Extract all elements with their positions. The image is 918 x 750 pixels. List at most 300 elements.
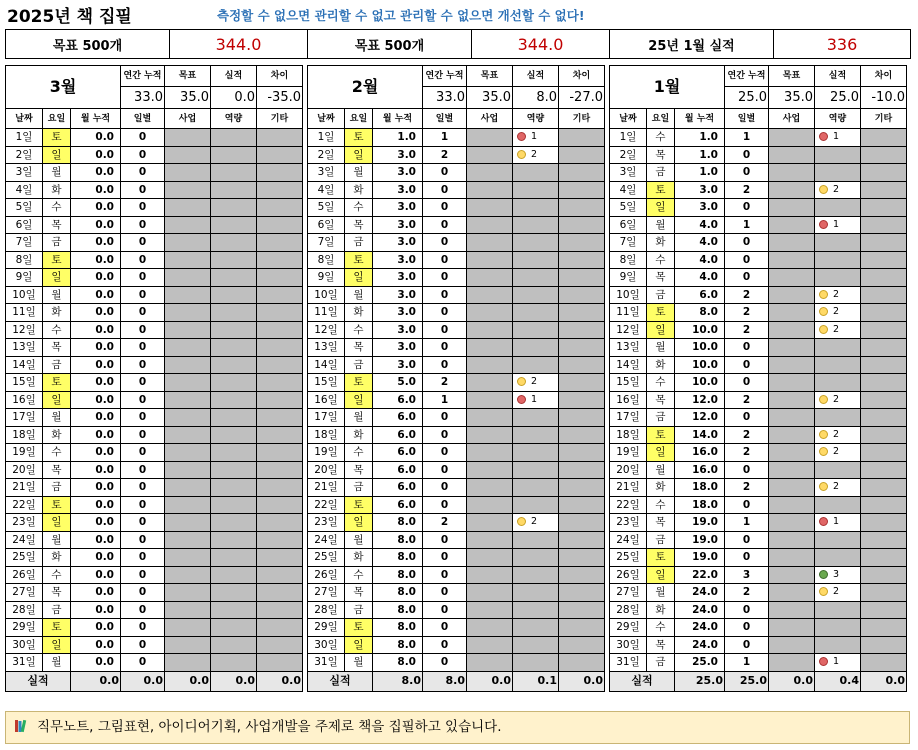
day-other [861, 496, 907, 514]
summary-bar [5, 29, 911, 59]
day-business [769, 444, 815, 462]
day-date: 25일 [610, 549, 647, 567]
day-other [861, 146, 907, 164]
day-daily-count: 0 [121, 356, 165, 374]
day-other [257, 531, 303, 549]
day-row [610, 199, 907, 217]
day-business [165, 601, 211, 619]
day-monthly-cumulative: 4.0 [675, 234, 725, 252]
day-competency [513, 146, 559, 164]
day-other [559, 374, 605, 392]
day-competency [211, 584, 257, 602]
day-monthly-cumulative: 8.0 [373, 636, 423, 654]
day-business [165, 146, 211, 164]
day-row [6, 496, 303, 514]
day-daily-count: 0 [121, 444, 165, 462]
day-competency [211, 461, 257, 479]
day-competency [211, 321, 257, 339]
day-weekday: 목 [647, 514, 675, 532]
day-date: 24일 [610, 531, 647, 549]
day-business [467, 654, 513, 672]
competency-count: 3 [833, 568, 840, 580]
day-daily-count: 0 [121, 636, 165, 654]
day-competency [513, 234, 559, 252]
day-competency [513, 601, 559, 619]
day-date: 16일 [610, 391, 647, 409]
day-daily-count: 0 [725, 339, 769, 357]
day-business [467, 531, 513, 549]
day-weekday: 토 [647, 426, 675, 444]
day-daily-count: 1 [725, 654, 769, 672]
day-other [861, 426, 907, 444]
day-business [769, 584, 815, 602]
day-competency [815, 444, 861, 462]
footer-note [5, 711, 910, 744]
day-weekday: 일 [647, 321, 675, 339]
total-monthly-cumulative: 8.0 [373, 671, 423, 691]
day-business [165, 479, 211, 497]
monthly-cumulative-header: 월 누적 [71, 109, 121, 129]
day-row [6, 566, 303, 584]
day-competency [513, 444, 559, 462]
day-other [861, 129, 907, 147]
status-dot-icon [819, 132, 828, 141]
day-monthly-cumulative: 8.0 [675, 304, 725, 322]
day-daily-count: 0 [725, 356, 769, 374]
day-row [6, 321, 303, 339]
day-daily-count: 1 [725, 129, 769, 147]
day-date: 6일 [308, 216, 345, 234]
day-monthly-cumulative: 16.0 [675, 461, 725, 479]
diff-value: -27.0 [559, 87, 605, 109]
target-value: 35.0 [769, 87, 815, 109]
competency-header: 역량 [513, 109, 559, 129]
day-business [165, 531, 211, 549]
day-business [165, 234, 211, 252]
day-business [467, 251, 513, 269]
day-date: 3일 [6, 164, 43, 182]
day-monthly-cumulative: 1.0 [675, 129, 725, 147]
day-weekday: 월 [43, 654, 71, 672]
total-daily: 8.0 [423, 671, 467, 691]
day-row [308, 356, 605, 374]
day-monthly-cumulative: 0.0 [71, 479, 121, 497]
day-monthly-cumulative: 3.0 [373, 269, 423, 287]
day-business [769, 286, 815, 304]
day-other [861, 549, 907, 567]
day-row [610, 584, 907, 602]
day-daily-count: 0 [725, 146, 769, 164]
day-business [467, 584, 513, 602]
day-date: 24일 [308, 531, 345, 549]
day-competency [815, 426, 861, 444]
day-other [257, 636, 303, 654]
day-row [610, 181, 907, 199]
day-weekday: 일 [345, 391, 373, 409]
day-monthly-cumulative: 0.0 [71, 374, 121, 392]
day-other [861, 566, 907, 584]
daily-header: 일별 [423, 109, 467, 129]
day-daily-count: 0 [725, 549, 769, 567]
actual-header: 실적 [211, 66, 257, 87]
day-daily-count: 0 [423, 199, 467, 217]
day-daily-count: 0 [121, 164, 165, 182]
day-other [861, 181, 907, 199]
day-date: 30일 [610, 636, 647, 654]
day-competency [815, 146, 861, 164]
day-business [467, 426, 513, 444]
day-daily-count: 0 [121, 339, 165, 357]
day-daily-count: 0 [121, 304, 165, 322]
status-dot-icon [517, 517, 526, 526]
day-monthly-cumulative: 0.0 [71, 234, 121, 252]
day-weekday: 일 [647, 566, 675, 584]
daily-header: 일별 [725, 109, 769, 129]
competency-count: 2 [833, 306, 840, 318]
day-other [559, 409, 605, 427]
day-date: 1일 [6, 129, 43, 147]
day-other [559, 531, 605, 549]
day-competency [513, 374, 559, 392]
day-other [861, 356, 907, 374]
day-business [467, 181, 513, 199]
day-date: 5일 [308, 199, 345, 217]
competency-count: 2 [531, 516, 538, 528]
day-row [610, 286, 907, 304]
day-competency [211, 479, 257, 497]
day-date: 26일 [610, 566, 647, 584]
day-daily-count: 0 [121, 374, 165, 392]
day-business [467, 339, 513, 357]
day-daily-count: 0 [423, 321, 467, 339]
day-row [308, 321, 605, 339]
day-date: 27일 [610, 584, 647, 602]
day-date: 28일 [610, 601, 647, 619]
day-monthly-cumulative: 3.0 [373, 356, 423, 374]
day-monthly-cumulative: 0.0 [71, 216, 121, 234]
day-weekday: 금 [43, 479, 71, 497]
day-competency [513, 654, 559, 672]
day-daily-count: 0 [725, 234, 769, 252]
competency-count: 1 [833, 218, 840, 230]
day-other [257, 216, 303, 234]
day-competency [211, 164, 257, 182]
day-date: 14일 [308, 356, 345, 374]
day-competency [513, 566, 559, 584]
day-competency [211, 566, 257, 584]
day-other [559, 286, 605, 304]
day-weekday: 목 [647, 146, 675, 164]
day-daily-count: 0 [121, 391, 165, 409]
day-row [610, 461, 907, 479]
day-row [6, 234, 303, 252]
day-date: 8일 [308, 251, 345, 269]
day-business [467, 549, 513, 567]
day-date: 28일 [6, 601, 43, 619]
day-date: 8일 [610, 251, 647, 269]
day-date: 6일 [6, 216, 43, 234]
status-dot-icon [819, 185, 828, 194]
status-dot-icon [819, 307, 828, 316]
day-business [769, 164, 815, 182]
day-date: 12일 [6, 321, 43, 339]
status-dot-icon [819, 447, 828, 456]
day-other [861, 531, 907, 549]
day-business [769, 199, 815, 217]
day-date: 7일 [6, 234, 43, 252]
day-competency [513, 286, 559, 304]
day-monthly-cumulative: 0.0 [71, 356, 121, 374]
day-daily-count: 0 [423, 479, 467, 497]
day-other [257, 479, 303, 497]
day-daily-count: 0 [725, 251, 769, 269]
day-weekday: 월 [647, 339, 675, 357]
status-dot-icon [819, 220, 828, 229]
month-table-march [5, 65, 303, 692]
day-date: 1일 [610, 129, 647, 147]
day-row [610, 321, 907, 339]
month-name: 1월 [610, 66, 725, 109]
day-weekday: 토 [43, 496, 71, 514]
day-weekday: 화 [345, 549, 373, 567]
day-business [467, 321, 513, 339]
day-weekday: 수 [43, 321, 71, 339]
day-other [257, 339, 303, 357]
day-date: 21일 [610, 479, 647, 497]
day-monthly-cumulative: 1.0 [675, 146, 725, 164]
month-name: 2월 [308, 66, 423, 109]
day-monthly-cumulative: 3.0 [373, 321, 423, 339]
day-monthly-cumulative: 12.0 [675, 391, 725, 409]
other-header: 기타 [861, 109, 907, 129]
day-daily-count: 2 [725, 479, 769, 497]
day-daily-count: 2 [725, 321, 769, 339]
day-daily-count: 0 [423, 496, 467, 514]
day-weekday: 일 [345, 636, 373, 654]
day-competency [815, 216, 861, 234]
day-row [6, 619, 303, 637]
day-row [6, 636, 303, 654]
day-weekday: 일 [647, 199, 675, 217]
day-monthly-cumulative: 0.0 [71, 514, 121, 532]
day-competency [815, 514, 861, 532]
day-daily-count: 0 [423, 304, 467, 322]
day-other [861, 234, 907, 252]
day-row [610, 356, 907, 374]
day-weekday: 금 [345, 234, 373, 252]
day-competency [815, 129, 861, 147]
day-other [257, 391, 303, 409]
day-daily-count: 0 [121, 549, 165, 567]
day-competency [815, 234, 861, 252]
summary-value: 344.0 [472, 30, 610, 59]
day-business [165, 444, 211, 462]
day-competency [211, 444, 257, 462]
day-monthly-cumulative: 1.0 [675, 164, 725, 182]
day-weekday: 일 [43, 514, 71, 532]
status-dot-icon [819, 482, 828, 491]
day-row [6, 216, 303, 234]
day-daily-count: 0 [725, 409, 769, 427]
day-daily-count: 0 [121, 584, 165, 602]
day-date: 27일 [308, 584, 345, 602]
day-other [257, 356, 303, 374]
day-business [165, 566, 211, 584]
day-competency [815, 461, 861, 479]
annual-header: 연간 누적 [725, 66, 769, 87]
day-monthly-cumulative: 8.0 [373, 654, 423, 672]
day-row [6, 164, 303, 182]
day-daily-count: 2 [423, 374, 467, 392]
day-date: 12일 [610, 321, 647, 339]
day-other [861, 636, 907, 654]
day-monthly-cumulative: 3.0 [373, 164, 423, 182]
day-date: 31일 [6, 654, 43, 672]
day-competency [815, 391, 861, 409]
day-date: 22일 [308, 496, 345, 514]
day-date: 19일 [6, 444, 43, 462]
day-competency [815, 584, 861, 602]
day-date: 22일 [610, 496, 647, 514]
day-weekday: 월 [43, 409, 71, 427]
day-other [257, 251, 303, 269]
total-daily: 0.0 [121, 671, 165, 691]
day-date: 11일 [610, 304, 647, 322]
competency-count: 2 [833, 428, 840, 440]
day-business [769, 601, 815, 619]
competency-header: 역량 [815, 109, 861, 129]
day-competency [513, 251, 559, 269]
day-competency [211, 391, 257, 409]
day-other [257, 461, 303, 479]
day-row [6, 461, 303, 479]
day-other [861, 514, 907, 532]
day-monthly-cumulative: 4.0 [675, 269, 725, 287]
day-row [610, 251, 907, 269]
day-other [861, 304, 907, 322]
day-business [769, 146, 815, 164]
footer-text: 직무노트, 그림표현, 아이디어기획, 사업개발을 주제로 책을 집필하고 있습니다. [37, 719, 502, 735]
day-row [6, 199, 303, 217]
day-row [610, 549, 907, 567]
day-monthly-cumulative: 10.0 [675, 339, 725, 357]
day-business [467, 164, 513, 182]
day-row [610, 601, 907, 619]
day-weekday: 토 [345, 374, 373, 392]
day-business [467, 636, 513, 654]
day-weekday: 수 [345, 566, 373, 584]
day-date: 13일 [610, 339, 647, 357]
day-row [6, 601, 303, 619]
day-date: 20일 [610, 461, 647, 479]
day-competency [513, 129, 559, 147]
day-monthly-cumulative: 1.0 [373, 129, 423, 147]
day-business [769, 374, 815, 392]
day-daily-count: 0 [725, 461, 769, 479]
day-date: 23일 [308, 514, 345, 532]
day-weekday: 금 [647, 531, 675, 549]
day-date: 4일 [308, 181, 345, 199]
day-date: 19일 [308, 444, 345, 462]
day-competency [211, 601, 257, 619]
day-row [308, 654, 605, 672]
day-business [165, 339, 211, 357]
day-other [861, 199, 907, 217]
day-row [6, 426, 303, 444]
day-other [861, 619, 907, 637]
date-header: 날짜 [610, 109, 647, 129]
day-row [308, 146, 605, 164]
day-daily-count: 0 [423, 339, 467, 357]
day-business [769, 549, 815, 567]
day-row [6, 549, 303, 567]
day-daily-count: 0 [423, 181, 467, 199]
day-date: 2일 [308, 146, 345, 164]
day-business [467, 374, 513, 392]
day-competency [211, 286, 257, 304]
day-monthly-cumulative: 6.0 [373, 479, 423, 497]
day-competency [815, 496, 861, 514]
day-date: 5일 [6, 199, 43, 217]
day-business [165, 496, 211, 514]
competency-count: 1 [531, 131, 538, 143]
day-competency [513, 479, 559, 497]
monthly-cumulative-header: 월 누적 [373, 109, 423, 129]
day-business [165, 461, 211, 479]
diff-header: 차이 [559, 66, 605, 87]
day-row [610, 636, 907, 654]
day-row [6, 146, 303, 164]
day-daily-count: 0 [423, 216, 467, 234]
day-business [769, 339, 815, 357]
month-table-january [609, 65, 907, 692]
day-competency [513, 426, 559, 444]
day-monthly-cumulative: 3.0 [373, 146, 423, 164]
status-dot-icon [517, 132, 526, 141]
day-daily-count: 2 [725, 444, 769, 462]
day-date: 12일 [308, 321, 345, 339]
day-other [861, 391, 907, 409]
day-daily-count: 0 [423, 461, 467, 479]
day-row [610, 269, 907, 287]
day-other [559, 601, 605, 619]
day-daily-count: 0 [423, 444, 467, 462]
date-header: 날짜 [6, 109, 43, 129]
day-monthly-cumulative: 6.0 [373, 426, 423, 444]
day-business [769, 181, 815, 199]
day-monthly-cumulative: 6.0 [373, 461, 423, 479]
day-date: 30일 [308, 636, 345, 654]
day-date: 7일 [308, 234, 345, 252]
day-date: 11일 [6, 304, 43, 322]
annual-value: 33.0 [121, 87, 165, 109]
day-weekday: 일 [345, 146, 373, 164]
day-competency [815, 199, 861, 217]
day-business [467, 146, 513, 164]
day-date: 4일 [610, 181, 647, 199]
day-other [257, 269, 303, 287]
day-monthly-cumulative: 4.0 [675, 251, 725, 269]
day-daily-count: 0 [725, 199, 769, 217]
day-business [467, 391, 513, 409]
day-competency [815, 286, 861, 304]
business-header: 사업 [165, 109, 211, 129]
day-competency [211, 356, 257, 374]
competency-count: 1 [833, 516, 840, 528]
day-monthly-cumulative: 6.0 [373, 496, 423, 514]
day-date: 25일 [308, 549, 345, 567]
day-business [165, 619, 211, 637]
